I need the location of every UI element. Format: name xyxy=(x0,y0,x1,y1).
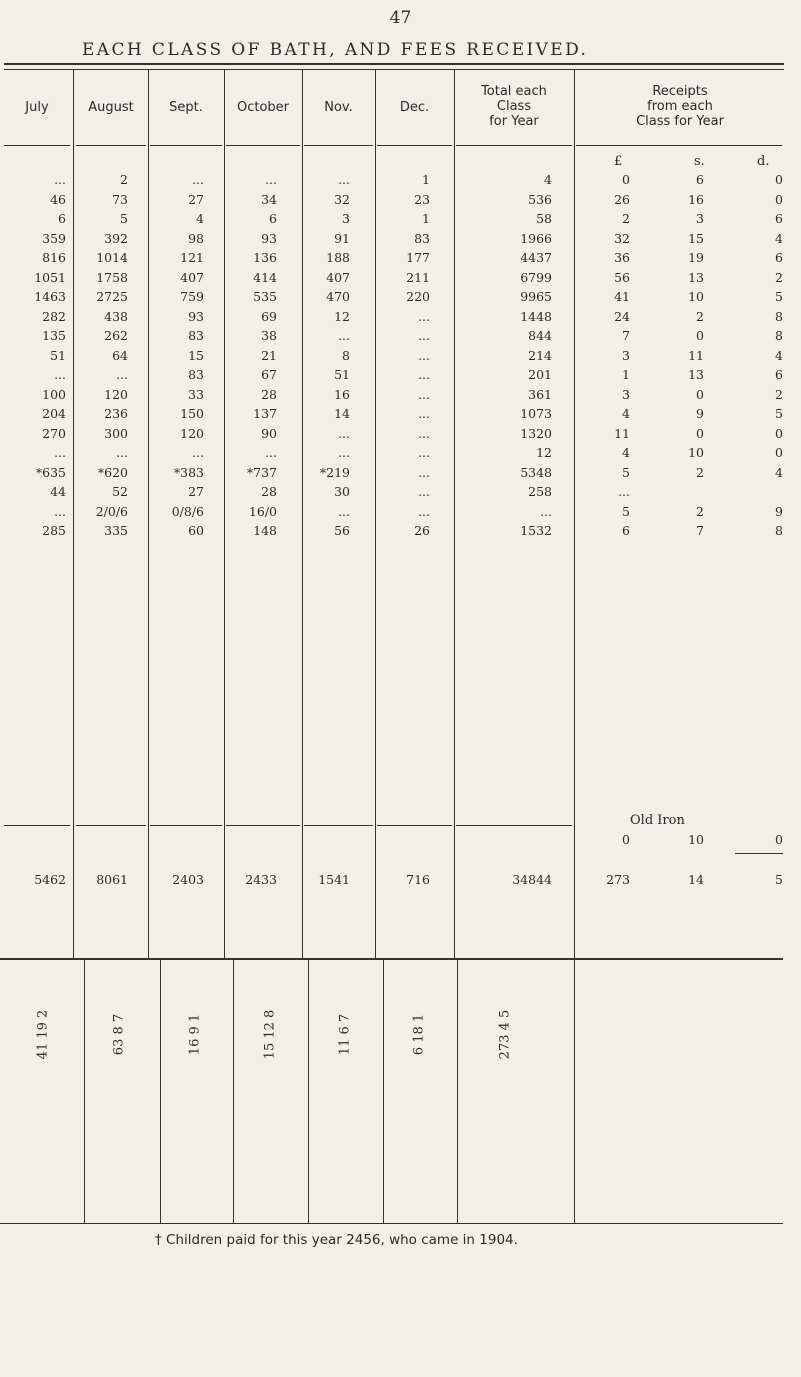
cell-receipt-pounds: 56 xyxy=(614,269,630,285)
cell-nov: ... xyxy=(338,425,350,441)
rotated-amount: 16 9 1 xyxy=(187,1013,203,1056)
totals-rule xyxy=(4,825,70,826)
cell-receipt-pounds: 4 xyxy=(622,445,630,460)
total-sept: 2403 xyxy=(172,872,204,887)
cell-dec: ... xyxy=(418,503,430,519)
cell-sept: 33 xyxy=(188,386,204,402)
table-row xyxy=(0,504,801,522)
cell-dec: 220 xyxy=(406,289,430,304)
cell-receipt-pence: 0 xyxy=(775,172,783,187)
cell-july: ... xyxy=(54,503,66,519)
cell-nov: ... xyxy=(338,328,350,343)
cell-october: *737 xyxy=(246,464,277,480)
cell-receipt-pounds: 6 xyxy=(622,523,630,538)
cell-receipt-pounds: 7 xyxy=(622,328,630,343)
header-underline xyxy=(456,145,572,146)
cell-receipt-pounds: 26 xyxy=(614,191,630,207)
cell-sept: 150 xyxy=(180,406,204,421)
cell-october: 38 xyxy=(261,328,277,343)
cell-receipt-shillings: 19 xyxy=(688,250,704,265)
cell-august: 2725 xyxy=(96,289,128,304)
cell-receipt-shillings: 11 xyxy=(688,347,704,363)
cell-sept: 0/8/6 xyxy=(171,503,204,519)
cell-october: 93 xyxy=(261,230,277,246)
total-nov: 1541 xyxy=(318,872,350,887)
totals-rule xyxy=(456,825,572,826)
cell-dec: 1 xyxy=(422,172,430,187)
cell-sept: 4 xyxy=(196,211,204,226)
cell-receipt-shillings: 0 xyxy=(696,425,704,441)
total-year: 34844 xyxy=(512,872,552,887)
cell-october: 414 xyxy=(253,269,277,285)
cell-total: 58 xyxy=(536,211,552,226)
cell-receipt-pence: 4 xyxy=(775,347,783,363)
cell-nov: 470 xyxy=(326,289,350,304)
cell-receipt-pence: 4 xyxy=(775,464,783,480)
header-sept: Sept. xyxy=(169,100,203,115)
cell-dec: 177 xyxy=(406,250,430,265)
cell-october: 137 xyxy=(253,406,277,421)
cell-receipt-shillings: 13 xyxy=(688,269,704,285)
totals-rule xyxy=(735,853,783,854)
header-dec: Dec. xyxy=(399,100,430,115)
totals-rule xyxy=(76,825,146,826)
cell-nov: 30 xyxy=(334,484,350,499)
table-row xyxy=(0,192,801,210)
cell-receipt-shillings: 10 xyxy=(688,289,704,304)
cell-receipt-pence: 8 xyxy=(775,308,783,324)
cell-receipt-pence: 2 xyxy=(775,269,783,285)
rotated-amount: 41 19 2 xyxy=(35,1009,51,1060)
cell-receipt-pence: 6 xyxy=(775,367,783,382)
table-row xyxy=(0,445,801,463)
header-receipts: Receipts from each Class for Year xyxy=(636,84,724,129)
cell-sept: 27 xyxy=(188,191,204,207)
rotated-amount: 6 18 1 xyxy=(411,1013,427,1056)
cell-total: 5348 xyxy=(520,464,552,480)
cell-total: 214 xyxy=(528,347,552,363)
cell-nov: 14 xyxy=(334,406,350,421)
cell-receipt-pounds: 5 xyxy=(622,503,630,519)
cell-sept: 120 xyxy=(180,425,204,441)
cell-total: 1320 xyxy=(520,425,552,441)
cell-nov: *219 xyxy=(319,464,350,480)
cell-receipt-shillings: 0 xyxy=(696,328,704,343)
cell-nov: 16 xyxy=(334,386,350,402)
header-total: Total each Class for Year xyxy=(481,84,547,129)
cell-sept: 98 xyxy=(188,230,204,246)
total-july: 5462 xyxy=(34,872,66,887)
cell-receipt-pence: 2 xyxy=(775,386,783,402)
total-august: 8061 xyxy=(96,872,128,887)
header-august: August xyxy=(88,100,134,115)
page-title: EACH CLASS OF BATH, AND FEES RECEIVED. xyxy=(82,40,589,60)
lower-bottom-rule xyxy=(0,1223,783,1224)
rotated-amount: 11 6 7 xyxy=(337,1013,353,1056)
totals-rule xyxy=(150,825,222,826)
header-underline xyxy=(4,145,70,146)
cell-sept: ... xyxy=(192,172,204,187)
cell-total: 4 xyxy=(544,172,552,187)
cell-receipt-pounds: 1 xyxy=(622,367,630,382)
rotated-amounts xyxy=(0,955,801,1115)
old-iron-label: Old Iron xyxy=(630,813,685,828)
top-rule xyxy=(4,63,784,65)
cell-receipt-pence: 9 xyxy=(775,503,783,519)
cell-august: 64 xyxy=(112,347,128,363)
cell-sept: 15 xyxy=(188,347,204,363)
cell-receipt-pounds: 0 xyxy=(622,172,630,187)
cell-total: 9965 xyxy=(520,289,552,304)
cell-july: 270 xyxy=(42,425,66,441)
cell-total: 12 xyxy=(536,445,552,460)
cell-october: 28 xyxy=(261,386,277,402)
cell-nov: ... xyxy=(338,172,350,187)
totals-row xyxy=(0,872,801,890)
cell-july: 282 xyxy=(42,308,66,324)
cell-nov: 51 xyxy=(334,367,350,382)
cell-receipt-pence: 0 xyxy=(775,425,783,441)
cell-dec: ... xyxy=(418,484,430,499)
cell-dec: 1 xyxy=(422,211,430,226)
cell-dec: ... xyxy=(418,406,430,421)
cell-sept: 407 xyxy=(180,269,204,285)
cell-july: 100 xyxy=(42,386,66,402)
cell-receipt-shillings: 7 xyxy=(696,523,704,538)
cell-july: *635 xyxy=(35,464,66,480)
cell-total: 6799 xyxy=(520,269,552,285)
cell-dec: ... xyxy=(418,425,430,441)
table-row xyxy=(0,250,801,268)
cell-total: 4437 xyxy=(520,250,552,265)
cell-dec: 211 xyxy=(406,269,430,285)
header-underline xyxy=(150,145,222,146)
cell-total: 844 xyxy=(528,328,552,343)
cell-august: 300 xyxy=(104,425,128,441)
cell-total: 1073 xyxy=(520,406,552,421)
cell-august: 1014 xyxy=(96,250,128,265)
cell-dec: ... xyxy=(418,386,430,402)
table-row xyxy=(0,406,801,424)
cell-october: 6 xyxy=(269,211,277,226)
cell-nov: 8 xyxy=(342,347,350,363)
cell-july: 51 xyxy=(50,347,66,363)
table-row xyxy=(0,211,801,229)
header-underline xyxy=(226,145,300,146)
cell-receipt-pounds: 32 xyxy=(614,230,630,246)
cell-dec: 26 xyxy=(414,523,430,538)
table-row xyxy=(0,484,801,502)
cell-august: *620 xyxy=(97,464,128,480)
cell-receipt-pounds: 4 xyxy=(622,406,630,421)
cell-receipt-shillings: 3 xyxy=(696,211,704,226)
table-row xyxy=(0,523,801,541)
cell-august: ... xyxy=(116,445,128,460)
cell-august: 438 xyxy=(104,308,128,324)
cell-sept: *383 xyxy=(173,464,204,480)
cell-receipt-pounds: 11 xyxy=(614,425,630,441)
table-row xyxy=(0,367,801,385)
cell-august: 2/0/6 xyxy=(95,503,128,519)
cell-october: ... xyxy=(265,445,277,460)
cell-august: 236 xyxy=(104,406,128,421)
cell-dec: 83 xyxy=(414,230,430,246)
cell-receipt-pounds: 24 xyxy=(614,308,630,324)
cell-october: 21 xyxy=(261,347,277,363)
table-row xyxy=(0,231,801,249)
cell-receipt-pounds: 5 xyxy=(622,464,630,480)
cell-receipt-shillings: 0 xyxy=(696,386,704,402)
cell-july: 135 xyxy=(42,328,66,343)
pence-unit: d. xyxy=(757,154,770,169)
header-july: July xyxy=(25,100,49,115)
cell-dec: 23 xyxy=(414,191,430,207)
cell-nov: 91 xyxy=(334,230,350,246)
totals-rule xyxy=(226,825,300,826)
total-shillings: 14 xyxy=(688,872,704,887)
cell-july: 816 xyxy=(42,250,66,265)
cell-july: 1463 xyxy=(34,289,66,304)
cell-october: 67 xyxy=(261,367,277,382)
cell-receipt-shillings: 10 xyxy=(688,445,704,460)
cell-august: 1758 xyxy=(96,269,128,285)
cell-august: 73 xyxy=(112,191,128,207)
cell-receipt-pounds: 3 xyxy=(622,347,630,363)
cell-august: 5 xyxy=(120,211,128,226)
cell-october: 535 xyxy=(253,289,277,304)
cell-receipt-pence: 4 xyxy=(775,230,783,246)
cell-receipt-pounds: ... xyxy=(618,484,630,499)
cell-sept: 83 xyxy=(188,367,204,382)
rotated-amount: 63 8 7 xyxy=(111,1013,127,1056)
old-iron-row xyxy=(0,832,801,850)
cell-august: 52 xyxy=(112,484,128,499)
shilling-unit: s. xyxy=(694,154,705,169)
cell-nov: 56 xyxy=(334,523,350,538)
header-underline xyxy=(377,145,452,146)
cell-receipt-pence: 8 xyxy=(775,328,783,343)
cell-nov: ... xyxy=(338,503,350,519)
cell-dec: ... xyxy=(418,347,430,363)
cell-dec: ... xyxy=(418,367,430,382)
pound-unit: £ xyxy=(614,154,623,169)
cell-august: 2 xyxy=(120,172,128,187)
cell-receipt-pence: 5 xyxy=(775,289,783,304)
rotated-amount: 273 4 5 xyxy=(497,1009,513,1060)
footnote: † Children paid for this year 2456, who came in 1904. xyxy=(155,1232,518,1248)
table-row xyxy=(0,465,801,483)
cell-dec: ... xyxy=(418,328,430,343)
cell-july: 285 xyxy=(42,523,66,538)
cell-nov: ... xyxy=(338,445,350,460)
cell-sept: 27 xyxy=(188,484,204,499)
cell-receipt-shillings: 13 xyxy=(688,367,704,382)
cell-total: 201 xyxy=(528,367,552,382)
cell-october: 69 xyxy=(261,308,277,324)
cell-july: ... xyxy=(54,367,66,382)
cell-receipt-shillings: 15 xyxy=(688,230,704,246)
cell-october: 28 xyxy=(261,484,277,499)
header-nov: Nov. xyxy=(324,100,353,115)
cell-receipt-pounds: 2 xyxy=(622,211,630,226)
cell-sept: 93 xyxy=(188,308,204,324)
total-pence: 5 xyxy=(775,872,783,887)
cell-july: 1051 xyxy=(34,269,66,285)
cell-october: 148 xyxy=(253,523,277,538)
cell-receipt-pounds: 36 xyxy=(614,250,630,265)
table-row xyxy=(0,172,801,190)
cell-sept: ... xyxy=(192,445,204,460)
header-october: October xyxy=(236,100,290,115)
cell-july: ... xyxy=(54,172,66,187)
totals-rule xyxy=(304,825,373,826)
table-row xyxy=(0,426,801,444)
cell-receipt-pounds: 41 xyxy=(614,289,630,304)
cell-total: 361 xyxy=(528,386,552,402)
cell-total: 1448 xyxy=(520,308,552,324)
total-dec: 716 xyxy=(406,872,430,887)
cell-nov: 407 xyxy=(326,269,350,285)
cell-receipt-shillings: 16 xyxy=(688,191,704,207)
table-row xyxy=(0,270,801,288)
cell-receipt-pence: 5 xyxy=(775,406,783,421)
rotated-amount: 15 12 8 xyxy=(262,1009,278,1060)
cell-sept: 121 xyxy=(180,250,204,265)
cell-october: ... xyxy=(265,172,277,187)
cell-receipt-shillings: 2 xyxy=(696,308,704,324)
cell-receipt-pence: 0 xyxy=(775,445,783,460)
cell-dec: ... xyxy=(418,464,430,480)
cell-august: 120 xyxy=(104,386,128,402)
total-october: 2433 xyxy=(245,872,277,887)
totals-rule xyxy=(377,825,452,826)
old-iron-pence: 0 xyxy=(775,832,783,847)
cell-receipt-shillings: 2 xyxy=(696,503,704,519)
cell-october: 34 xyxy=(261,191,277,207)
cell-total: 258 xyxy=(528,484,552,499)
table-row xyxy=(0,289,801,307)
cell-october: 90 xyxy=(261,425,277,441)
table-row xyxy=(0,348,801,366)
total-pounds: 273 xyxy=(606,872,630,887)
header-underline xyxy=(76,145,146,146)
cell-july: 46 xyxy=(50,191,66,207)
header-underline xyxy=(304,145,373,146)
cell-total: 1532 xyxy=(520,523,552,538)
cell-receipt-pence: 6 xyxy=(775,211,783,226)
cell-august: 262 xyxy=(104,328,128,343)
cell-july: 359 xyxy=(42,230,66,246)
header-underline xyxy=(576,145,782,146)
cell-sept: 60 xyxy=(188,523,204,538)
cell-total: ... xyxy=(540,503,552,519)
page-number: 47 xyxy=(389,8,412,28)
cell-nov: 12 xyxy=(334,308,350,324)
cell-july: 44 xyxy=(50,484,66,499)
old-iron-pounds: 0 xyxy=(622,832,630,847)
cell-nov: 188 xyxy=(326,250,350,265)
table-row xyxy=(0,309,801,327)
cell-total: 536 xyxy=(528,191,552,207)
cell-sept: 759 xyxy=(180,289,204,304)
cell-nov: 3 xyxy=(342,211,350,226)
cell-total: 1966 xyxy=(520,230,552,246)
header-rule xyxy=(4,69,784,70)
cell-receipt-shillings: 9 xyxy=(696,406,704,421)
cell-october: 136 xyxy=(253,250,277,265)
cell-receipt-pence: 8 xyxy=(775,523,783,538)
cell-receipt-pounds: 3 xyxy=(622,386,630,402)
cell-dec: ... xyxy=(418,308,430,324)
cell-july: 204 xyxy=(42,406,66,421)
cell-dec: ... xyxy=(418,445,430,460)
cell-sept: 83 xyxy=(188,328,204,343)
cell-august: ... xyxy=(116,367,128,382)
cell-receipt-pence: 6 xyxy=(775,250,783,265)
cell-august: 335 xyxy=(104,523,128,538)
cell-nov: 32 xyxy=(334,191,350,207)
cell-receipt-pence: 0 xyxy=(775,191,783,207)
cell-august: 392 xyxy=(104,230,128,246)
table-row xyxy=(0,328,801,346)
cell-receipt-shillings: 6 xyxy=(696,172,704,187)
table-row xyxy=(0,387,801,405)
cell-receipt-shillings: 2 xyxy=(696,464,704,480)
cell-july: ... xyxy=(54,445,66,460)
cell-july: 6 xyxy=(58,211,66,226)
old-iron-shillings: 10 xyxy=(688,832,704,847)
cell-october: 16/0 xyxy=(248,503,277,519)
